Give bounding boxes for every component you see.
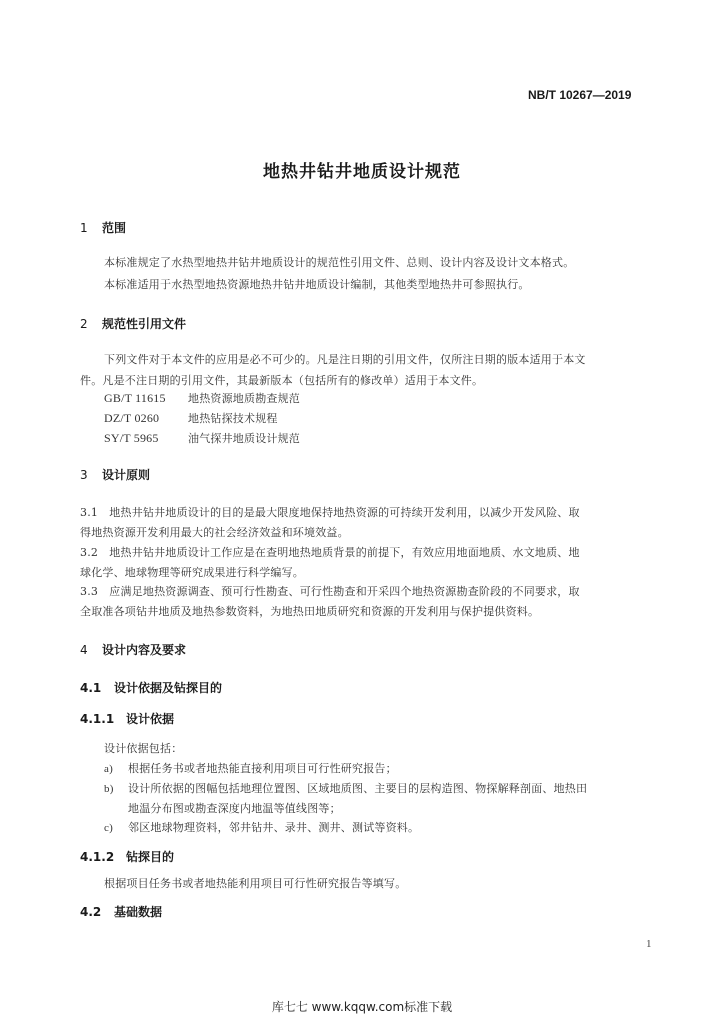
subsection-title: 钻探目的	[126, 850, 175, 864]
subsection-title: 基础数据	[114, 905, 163, 919]
clause-3-2: 3.2 地热井钻井地质设计工作应是在查明地热地质背景的前提下，有效应用地面地质、水文地质、地	[80, 546, 580, 559]
section-2-heading	[80, 315, 186, 332]
section-title: 规范性引用文件	[102, 317, 187, 331]
reference-code: DZ/T 0260	[104, 411, 160, 425]
subsection-number: 4.1	[80, 681, 102, 695]
reference-name: 地热钻探技术规程	[188, 412, 278, 425]
clause-3-2-cont: 球化学、地球物理等研究成果进行科学编写。	[80, 566, 304, 579]
standard-number: NB/T 10267—2019	[528, 88, 632, 102]
list-label: c)	[104, 822, 113, 834]
list-label: a)	[104, 763, 113, 775]
reference-name: 油气探井地质设计规范	[188, 432, 300, 445]
subsection-number: 4.2	[80, 905, 102, 919]
section-title: 范围	[102, 221, 127, 235]
list-item	[104, 780, 587, 796]
reference-item	[104, 410, 278, 426]
subsection-title: 设计依据及钻探目的	[114, 681, 223, 695]
section-number: 4	[80, 643, 88, 657]
section-3-heading	[80, 466, 150, 483]
page-number: 1	[646, 938, 652, 950]
footer-watermark: 库七七 www.kqqw.com标准下载	[271, 1000, 453, 1014]
list-label: b)	[104, 783, 114, 795]
subsection-title: 设计依据	[126, 712, 175, 726]
list-text: 设计所依据的图幅包括地理位置图、区域地质图、主要目的层构造图、物探解释剖面、地热田	[128, 782, 588, 795]
paragraph: 件。凡是不注日期的引用文件，其最新版本（包括所有的修改单）适用于本文件。	[80, 374, 484, 387]
list-text: 根据任务书或者地热能直接利用项目可行性研究报告；	[128, 762, 397, 775]
subsection-4-1-heading	[80, 679, 222, 696]
clause-3-3-cont: 全取准各项钻井地质及地热参数资料，为地热田地质研究和资源的开发利用与保护提供资料。	[80, 605, 540, 618]
clause-3-3: 3.3 应满足地热资源调查、预可行性勘查、可行性勘查和开采四个地热资源勘查阶段的不同要求，取	[80, 585, 580, 598]
section-number: 2	[80, 317, 88, 331]
reference-name: 地热资源地质勘查规范	[188, 392, 300, 405]
reference-code: SY/T 5965	[104, 431, 159, 445]
reference-item	[104, 390, 300, 406]
section-number: 3	[80, 468, 88, 482]
section-title: 设计原则	[102, 468, 151, 482]
paragraph: 本标准适用于水热型地热资源地热井钻井地质设计编制，其他类型地热井可参照执行。	[104, 278, 530, 291]
list-text-cont: 地温分布图或勘查深度内地温等值线图等；	[128, 802, 341, 815]
subsection-4-2-heading	[80, 903, 162, 920]
subsection-number: 4.1.2	[80, 850, 115, 864]
clause-3-1-cont: 得地热资源开发利用最大的社会经济效益和环境效益。	[80, 526, 349, 539]
section-title: 设计内容及要求	[102, 643, 187, 657]
section-number: 1	[80, 221, 88, 235]
section-4-heading	[80, 641, 186, 658]
section-1-heading	[80, 219, 126, 236]
subsection-4-1-2-heading	[80, 848, 174, 865]
subsection-number: 4.1.1	[80, 712, 115, 726]
list-text: 邻区地球物理资料，邻井钻井、录井、测井、测试等资料。	[128, 821, 420, 834]
list-item	[104, 760, 397, 776]
reference-code: GB/T 11615	[104, 391, 166, 405]
list-item	[104, 819, 419, 835]
clause-3-1: 3.1 地热井钻井地质设计的目的是最大限度地保持地热资源的可持续开发利用，以减少开发风险、取	[80, 506, 580, 519]
subsection-4-1-1-heading	[80, 710, 174, 727]
paragraph: 本标准规定了水热型地热井钻井地质设计的规范性引用文件、总则、设计内容及设计文本格式。	[104, 256, 575, 269]
paragraph: 下列文件对于本文件的应用是必不可少的。凡是注日期的引用文件，仅所注日期的版本适用于本文	[104, 353, 586, 366]
paragraph: 根据项目任务书或者地热能利用项目可行性研究报告等填写。	[104, 877, 407, 890]
document-title: 地热井钻井地质设计规范	[263, 162, 461, 182]
reference-item	[104, 430, 300, 446]
paragraph: 设计依据包括：	[104, 742, 183, 755]
